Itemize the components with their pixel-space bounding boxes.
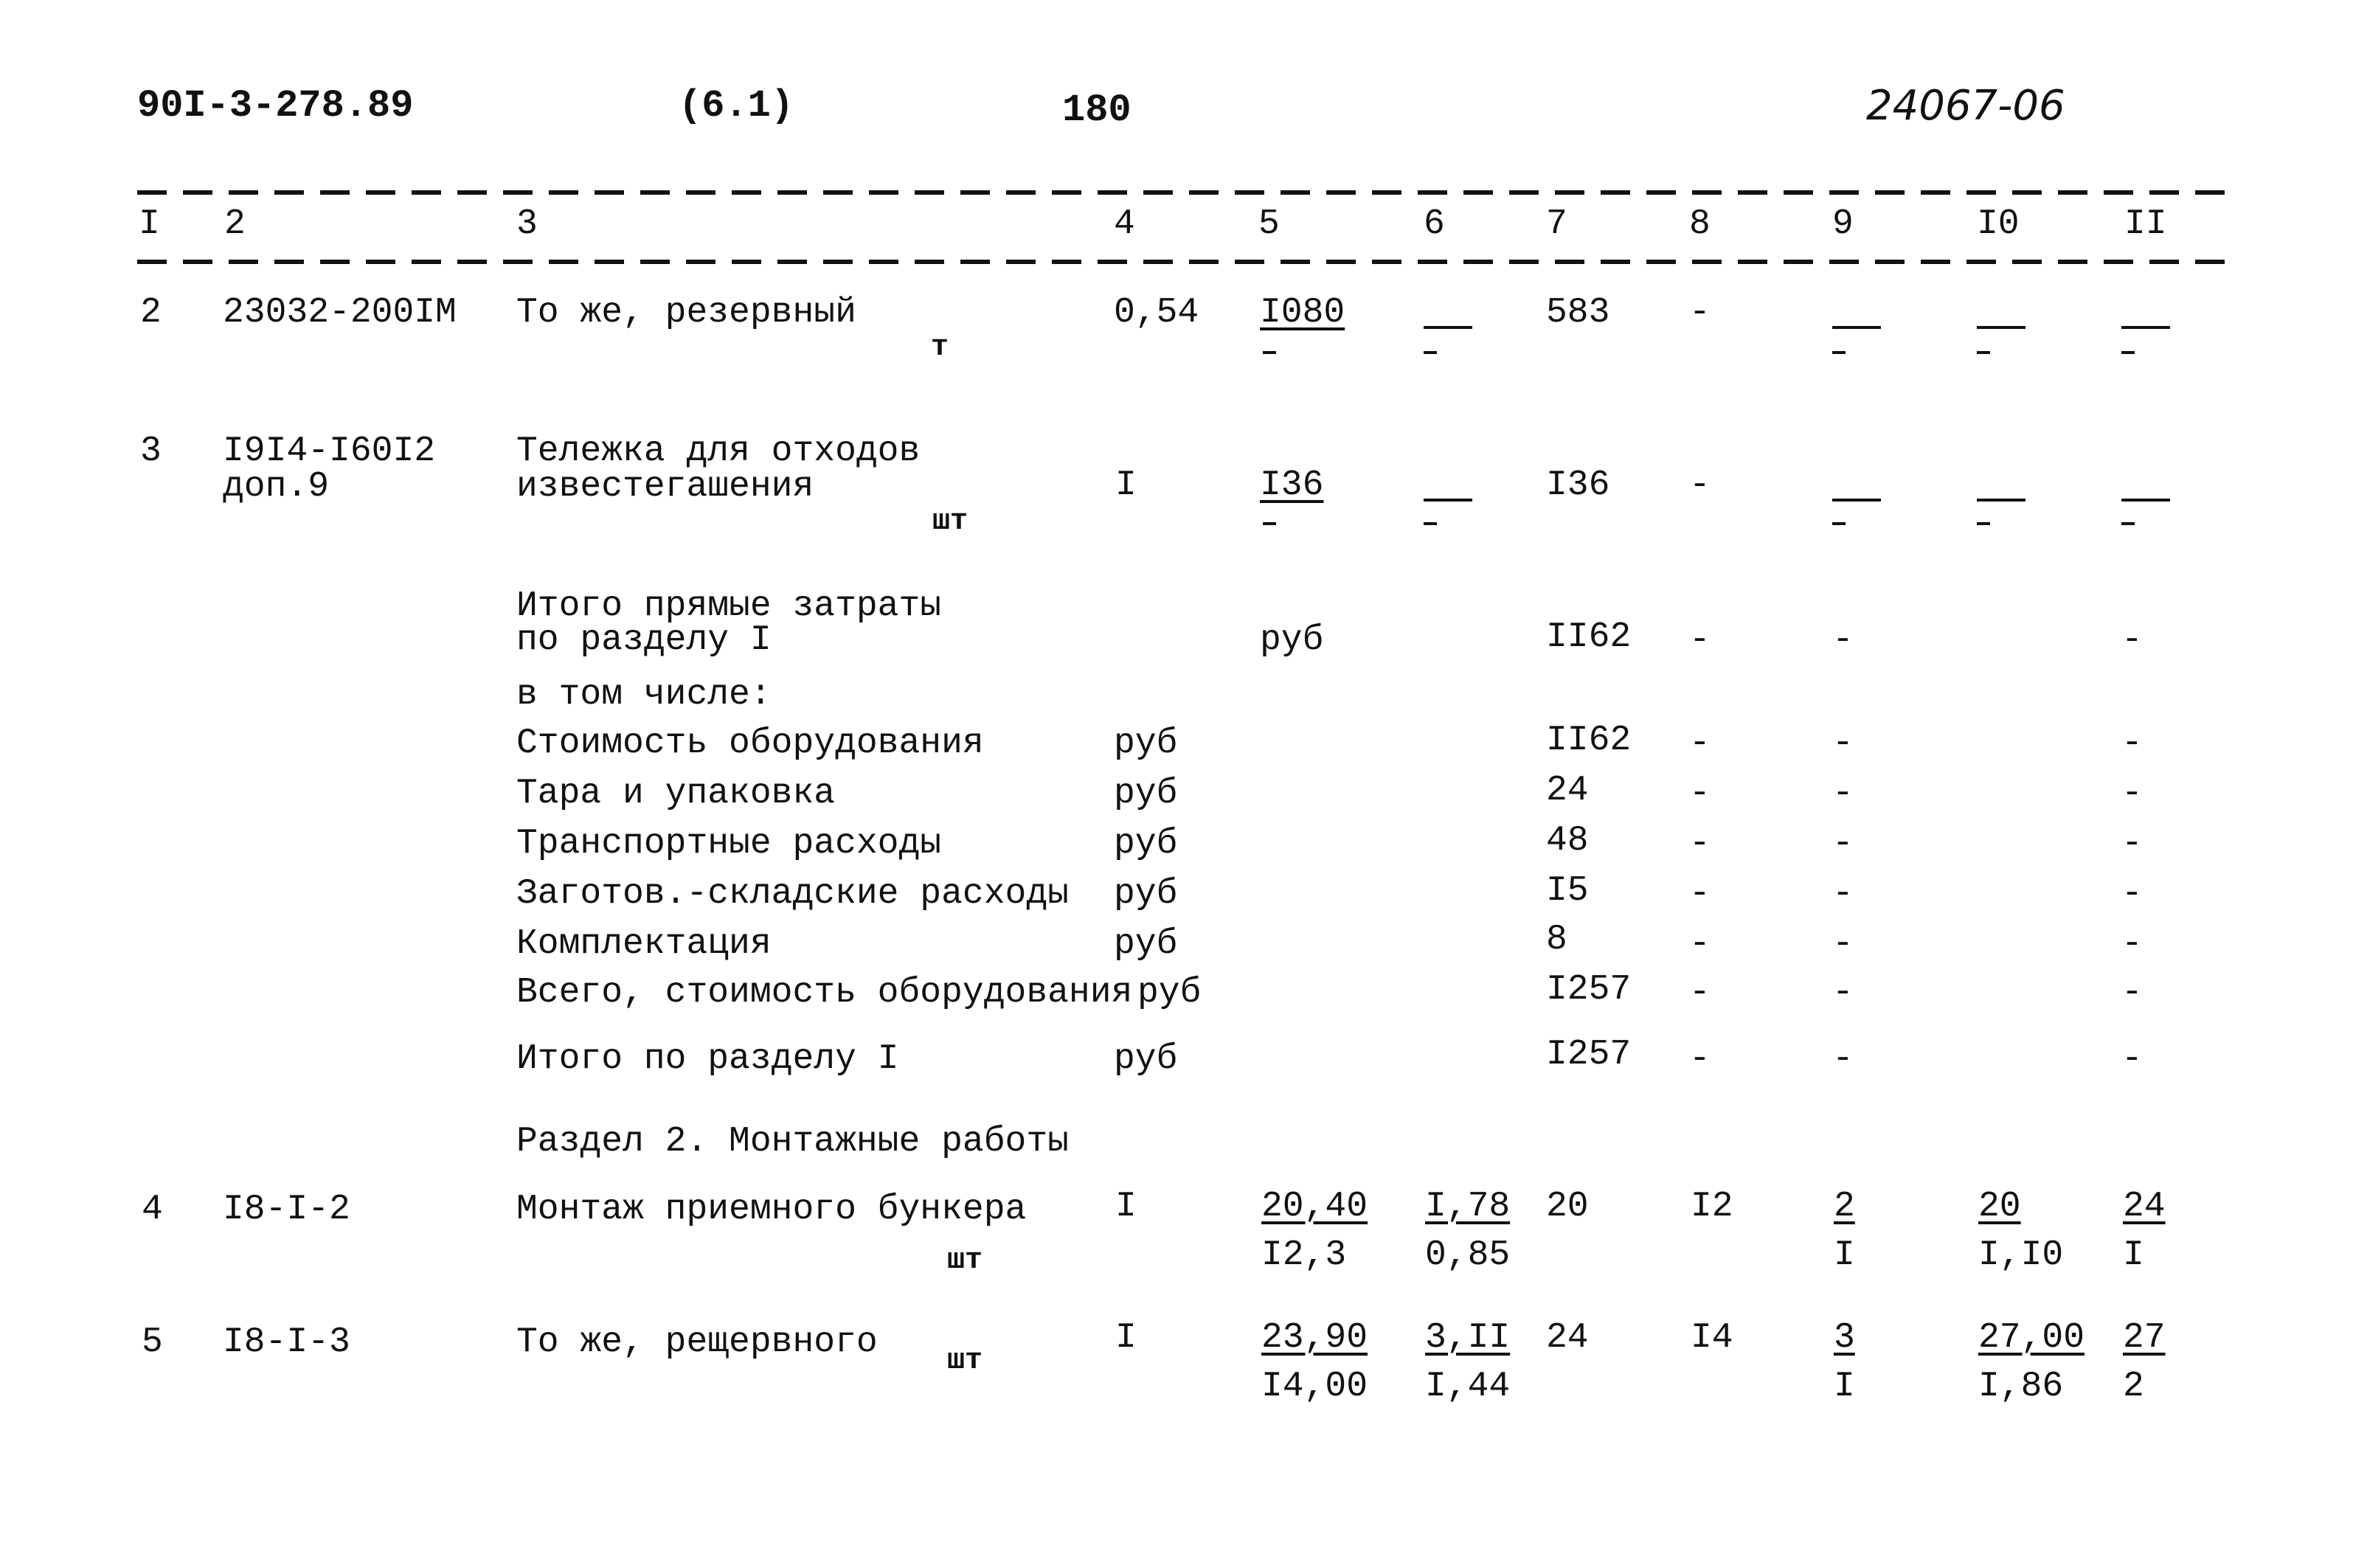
item-packaging-col8: - [1689, 774, 1711, 814]
item-equipment-col11: - [2121, 724, 2143, 763]
section1-total-value: I257 [1546, 1035, 1632, 1075]
row-4-col5-bottom: I2,3 [1261, 1235, 1347, 1275]
item-total-equipment-value: I257 [1546, 970, 1632, 1010]
item-packaging-col11: - [2121, 774, 2143, 814]
item-equipment-unit: руб [1114, 724, 1178, 763]
row-5-col9-bottom: I [1834, 1367, 1855, 1406]
row-5-col5-top: 23,90 [1261, 1318, 1368, 1358]
row-5-col7: 24 [1546, 1318, 1589, 1358]
row-4-col9-bottom: I [1834, 1235, 1855, 1275]
section1-total-col11: - [2121, 1039, 2143, 1079]
row-3-name-line1: Тележка для отходов [516, 431, 921, 471]
col-header-3: 3 [516, 204, 538, 244]
row-5-col9-top: 3 [1834, 1318, 1855, 1358]
col-header-4: 4 [1114, 204, 1135, 244]
row-4-col7: 20 [1546, 1187, 1589, 1227]
page-number: 180 [1062, 89, 1132, 132]
row-4-col11-bottom: I [2123, 1235, 2144, 1275]
row-3-col11-dash2 [2121, 522, 2135, 525]
row-5-col6-bottom: I,44 [1425, 1367, 1511, 1406]
col-header-5: 5 [1258, 204, 1280, 244]
row-2-col9-dash2 [1832, 351, 1846, 354]
row-4-unit: шт [947, 1244, 983, 1277]
row-2-unit: т [931, 331, 949, 364]
row-2-col6-dash2 [1424, 351, 1437, 354]
header-bottom-rule [137, 260, 2231, 264]
row-5-qty: I [1115, 1318, 1137, 1358]
item-equipment-col8: - [1689, 724, 1711, 763]
direct-total-col11: - [2121, 620, 2143, 660]
row-2-col8: - [1689, 293, 1711, 333]
item-equipment-label: Стоимость оборудования [516, 724, 984, 763]
direct-total-col8: - [1689, 620, 1711, 660]
row-2-number: 2 [140, 293, 162, 333]
item-completion-col8: - [1689, 924, 1711, 964]
row-3-col9-dash2 [1832, 522, 1846, 525]
item-packaging-unit: руб [1114, 774, 1178, 814]
item-equipment-col9: - [1832, 724, 1854, 763]
row-4-col11-top: 24 [2123, 1187, 2166, 1227]
item-total-equipment-unit: руб [1137, 973, 1202, 1013]
direct-total-value: II62 [1546, 617, 1632, 657]
section1-total-col8: - [1689, 1039, 1711, 1079]
row-4-col9-top: 2 [1834, 1187, 1855, 1227]
row-4-number: 4 [142, 1190, 163, 1229]
row-2-col9-dash [1832, 326, 1881, 329]
col-header-8: 8 [1689, 204, 1711, 244]
item-warehouse-col9: - [1832, 874, 1854, 914]
row-2-col6-dash [1424, 326, 1472, 329]
item-packaging-col9: - [1832, 774, 1854, 814]
col-header-2: 2 [224, 204, 246, 244]
row-3-col5: I36 [1260, 465, 1324, 505]
section1-total-unit: руб [1114, 1039, 1178, 1079]
row-5-col5-bottom: I4,00 [1261, 1367, 1368, 1406]
direct-total-label-line1: Итого прямые затраты [516, 586, 942, 626]
item-transport-unit: руб [1114, 824, 1178, 864]
item-transport-col9: - [1832, 824, 1854, 864]
item-warehouse-value: I5 [1546, 871, 1589, 911]
row-3-col10-dash2 [1977, 522, 1990, 525]
row-3-col10-dash [1977, 499, 2025, 502]
section-2-title: Раздел 2. Монтажные работы [516, 1122, 1069, 1162]
row-3-col11-dash [2121, 499, 2170, 502]
row-2-code: 23032-200IM [223, 293, 457, 333]
col-header-6: 6 [1424, 204, 1445, 244]
col-header-10: I0 [1977, 204, 2020, 244]
row-4-col6-bottom: 0,85 [1425, 1235, 1511, 1275]
row-3-col6-dash [1424, 499, 1472, 502]
handwritten-stamp: 24067-06 [1866, 82, 2065, 130]
row-4-col8: I2 [1691, 1187, 1733, 1227]
row-2-col7: 583 [1546, 293, 1610, 333]
row-5-code: I8-I-3 [223, 1322, 350, 1362]
row-5-unit: шт [947, 1345, 983, 1378]
item-completion-unit: руб [1114, 924, 1178, 964]
part-number: (6.1) [679, 84, 794, 128]
item-total-equipment-col11: - [2121, 973, 2143, 1013]
row-4-col10-bottom: I,I0 [1978, 1235, 2064, 1275]
item-packaging-label: Тара и упаковка [516, 774, 836, 814]
item-completion-col9: - [1832, 924, 1854, 964]
row-3-name-line2: известегашения [516, 467, 814, 507]
col-header-7: 7 [1546, 204, 1567, 244]
row-3-col6-dash2 [1424, 522, 1437, 525]
row-4-col6-top: I,78 [1425, 1187, 1511, 1227]
row-5-col10-top: 27,00 [1978, 1318, 2085, 1358]
item-warehouse-col8: - [1689, 874, 1711, 914]
row-4-col5-top: 20,40 [1261, 1187, 1368, 1227]
row-2-name: То же, резервный [516, 293, 856, 333]
including-label: в том числе: [516, 675, 772, 715]
item-warehouse-unit: руб [1114, 874, 1178, 914]
row-5-col11-top: 27 [2123, 1318, 2166, 1358]
item-completion-col11: - [2121, 924, 2143, 964]
row-3-col7: I36 [1546, 465, 1610, 505]
row-4-col10-top: 20 [1978, 1187, 2021, 1227]
row-4-name: Монтаж приемного бункера [516, 1190, 1027, 1229]
row-3-qty: I [1115, 465, 1137, 505]
item-total-equipment-label: Всего, стоимость оборудования [516, 973, 1133, 1013]
row-2-col5: I080 [1260, 293, 1345, 333]
row-5-col10-bottom: I,86 [1978, 1367, 2064, 1406]
row-2-qty: 0,54 [1114, 293, 1199, 333]
row-5-col11-bottom: 2 [2123, 1367, 2144, 1406]
row-3-unit: шт [932, 505, 968, 538]
item-transport-label: Транспортные расходы [516, 824, 942, 864]
row-3-col9-dash [1832, 499, 1881, 502]
row-5-col8: I4 [1691, 1318, 1733, 1358]
section1-total-col9: - [1832, 1039, 1854, 1079]
row-2-col11-dash [2121, 326, 2170, 329]
item-equipment-value: II62 [1546, 721, 1632, 760]
row-3-col5-dash [1263, 522, 1276, 525]
row-3-col8: - [1689, 465, 1711, 505]
row-5-name: То же, рещервного [516, 1322, 878, 1362]
row-3-number: 3 [140, 431, 162, 471]
row-4-code: I8-I-2 [223, 1190, 350, 1229]
section1-total-label: Итого по разделу I [516, 1039, 899, 1079]
row-5-col6-top: 3,II [1425, 1318, 1511, 1358]
item-transport-col11: - [2121, 824, 2143, 864]
row-2-col10-dash2 [1977, 351, 1990, 354]
header-top-rule [137, 190, 2231, 195]
direct-total-col9: - [1832, 620, 1854, 660]
row-5-number: 5 [142, 1322, 163, 1362]
item-completion-value: 8 [1546, 920, 1567, 960]
col-header-11: II [2124, 204, 2167, 244]
item-total-equipment-col8: - [1689, 973, 1711, 1013]
item-warehouse-label: Заготов.-складские расходы [516, 874, 1069, 914]
item-total-equipment-col9: - [1832, 973, 1854, 1013]
row-3-code-suffix: доп.9 [223, 467, 330, 507]
row-2-col5-dash [1263, 351, 1276, 354]
col-header-9: 9 [1832, 204, 1854, 244]
direct-total-label-line2: по разделу I [516, 620, 772, 660]
row-2-col10-dash [1977, 326, 2025, 329]
item-transport-value: 48 [1546, 821, 1589, 861]
row-3-code: I9I4-I60I2 [223, 431, 436, 471]
row-2-col11-dash2 [2121, 351, 2135, 354]
item-warehouse-col11: - [2121, 874, 2143, 914]
row-4-qty: I [1115, 1187, 1137, 1227]
direct-total-unit: руб [1260, 620, 1324, 660]
item-completion-label: Комплектация [516, 924, 772, 964]
item-packaging-value: 24 [1546, 771, 1589, 811]
document-code: 90I-3-278.89 [137, 84, 414, 128]
item-transport-col8: - [1689, 824, 1711, 864]
col-header-1: I [139, 204, 160, 244]
